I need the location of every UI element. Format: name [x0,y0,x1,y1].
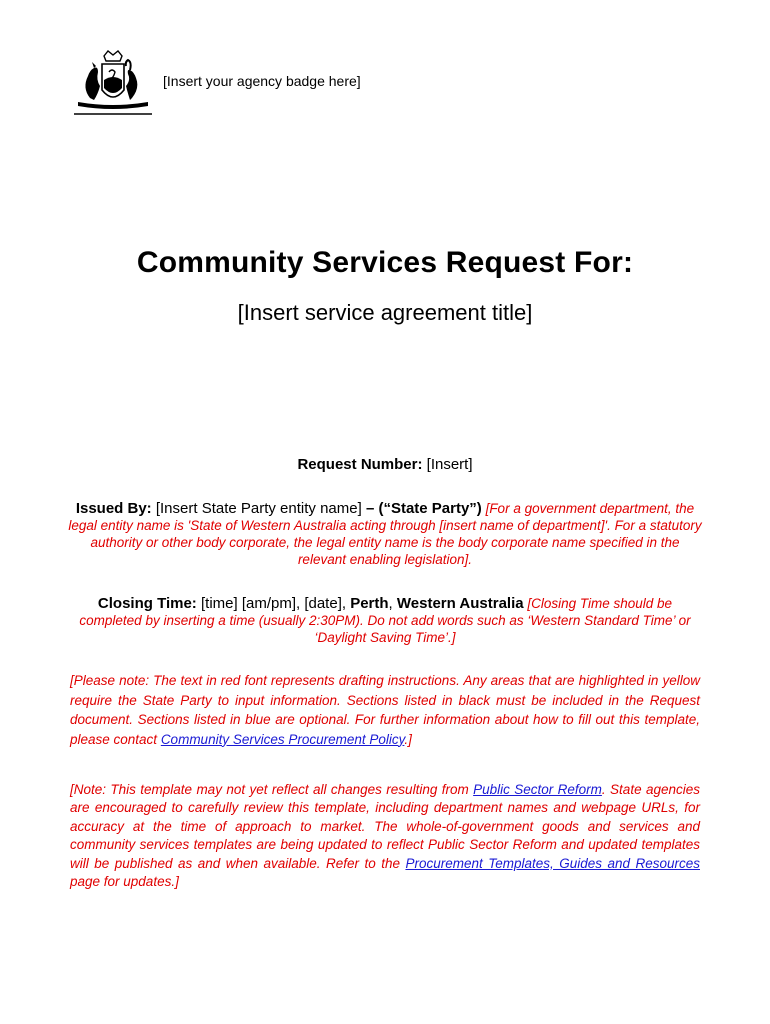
drafting-note-end: .] [404,731,412,747]
coat-of-arms-icon [68,50,158,120]
request-number [66,456,704,473]
procurement-templates-link[interactable]: Procurement Templates, Guides and Resources [405,855,700,871]
badge-placeholder-text: [Insert your agency badge here] [163,73,361,89]
issued-by-instruction: [For a government department, the legal entity name is 'State of Western Australia acting through [insert name of department]'. For a statutory authority or other body corporate, the legal entity name is the body corporate name specified in the relevant enabling legislation]. [68,501,702,567]
closing-time-state: Western Australia [396,595,524,612]
page-title: Community Services Request For: [136,246,634,279]
issued-by-value: [Insert State Party entity name] [151,500,366,517]
closing-time-separator: , [388,595,397,612]
request-number-label: Request Number: [297,456,423,473]
issued-by-label: Issued By: [75,500,152,517]
reform-note [70,781,700,891]
page-subtitle: [Insert service agreement title] [237,300,533,325]
request-number-value: [Insert] [422,456,473,473]
procurement-policy-link[interactable]: Community Services Procurement Policy [160,731,405,747]
reform-note-end: page for updates.] [70,874,179,890]
closing-time-label: Closing Time: [97,595,197,612]
closing-time-value: [time] [am/pm], [date], [196,595,351,612]
drafting-note [70,671,700,749]
closing-time [66,595,704,646]
issued-by-party: – (“State Party”) [365,500,482,517]
public-sector-reform-link[interactable]: Public Sector Reform [473,782,602,797]
drafting-note-text: [Please note: The text in red font represents drafting instructions. Any areas that are highlighted in yellow require the State Party to input information. Sections listed in black must be included in the Request document. Sections listed in blue are optional. For further information about how to fill out this template, please contact [70,673,700,747]
issued-by [66,500,704,568]
closing-time-city: Perth [350,595,389,612]
closing-time-instruction: [Closing Time should be completed by inserting a time (usually 2:30PM). Do not add words such as ‘Western Standard Time’ or ‘Daylight Saving Time’.] [79,596,691,645]
reform-note-middle: . State agencies are encouraged to carefully review this template, including department names and webpage URLs, for accuracy at the time of approach to market. The whole-of-government goods and services and community services templates are being updated to reflect Public Sector Reform and updated templates will be published as and when available. Refer to the [70,782,700,871]
reform-note-text: [Note: This template may not yet reflect all changes resulting from [70,782,474,797]
